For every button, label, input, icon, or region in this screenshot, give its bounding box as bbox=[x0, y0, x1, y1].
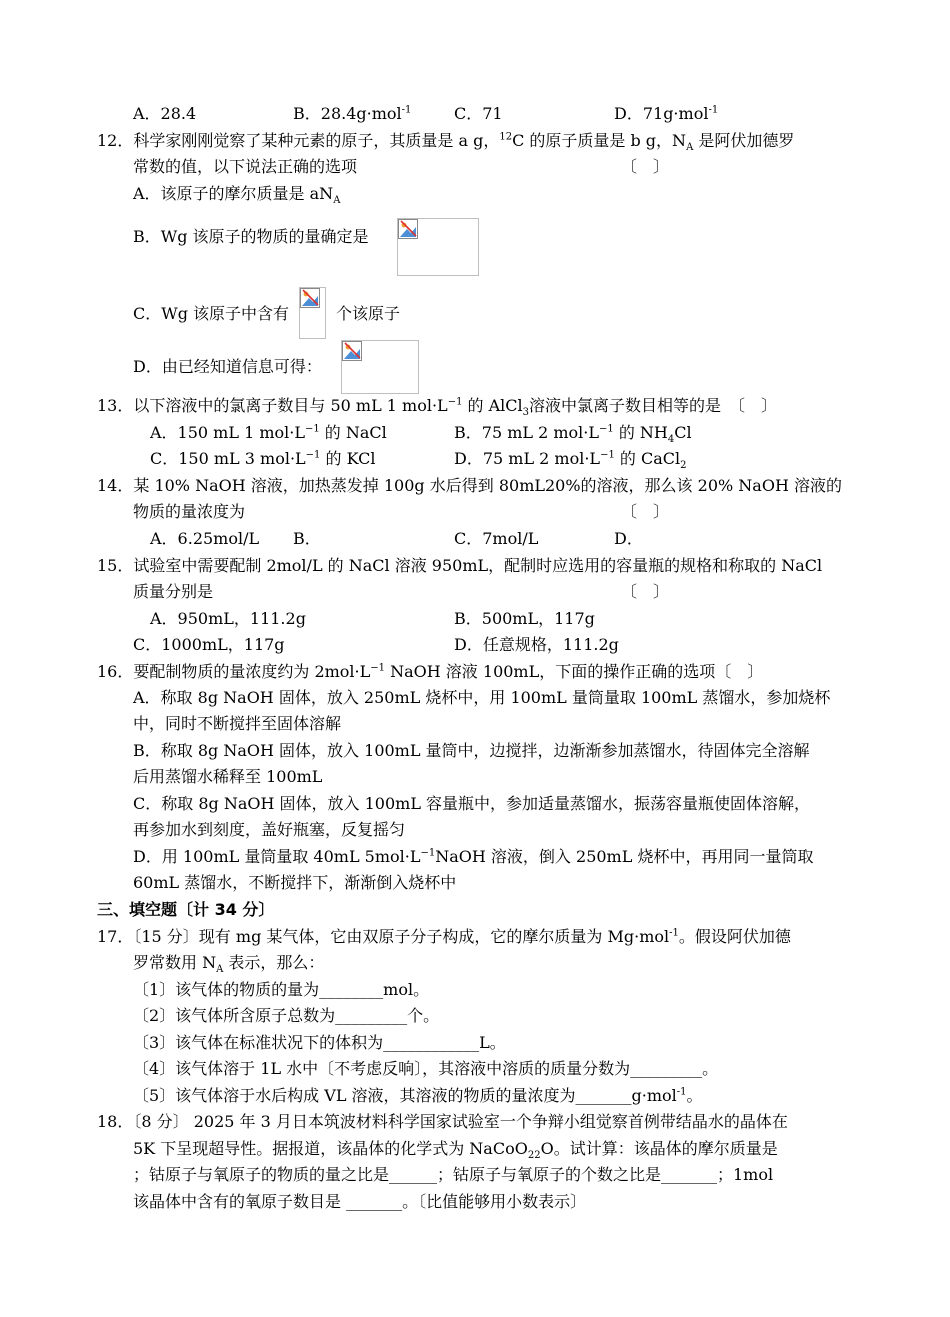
q12-answer-paren: 〔 〕 bbox=[621, 157, 670, 176]
q14-option-d: D． bbox=[614, 529, 643, 548]
q17-sub-4: 〔4〕该气体溶于 1L 水中〔不考虑反响〕，其溶液中溶质的质量分数为_________。 bbox=[133, 1059, 719, 1078]
q17-sub-3: 〔3〕该气体在标准状况下的体积为____________L。 bbox=[133, 1033, 506, 1052]
q16-option-b-line1: B．称取 8g NaOH 固体，放入 100mL 量筒中，边搅拌，边渐渐参加蒸馏水，待固体完全溶解 bbox=[133, 741, 810, 760]
q15-stem-line1: 15．试验室中需要配制 2mol/L 的 NaCl 溶液 950mL，配制时应选用的容量瓶的规格和称取的 NaCl bbox=[97, 556, 823, 575]
q16-stem: 16．要配制物质的量浓度约为 $2mol\cdot L^{-1}$ NaOH 溶液 100mL，下面的操作正确的选项〔 〕 bbox=[97, 662, 764, 681]
q12-stem-line1: 12．科学家刚刚觉察了某种元素的原子，其质量是 a g，$^{12}$C 的原子质量是 b g，$N_A$ 是阿伏加德罗 bbox=[97, 131, 795, 154]
q12-option-a: A．该原子的摩尔质量是 $aN_A$ bbox=[133, 184, 341, 207]
q18-stem-line3: ；钴原子与氧原子的物质的量之比是______；钴原子与氧原子的个数之比是_______；1mol bbox=[133, 1165, 774, 1184]
q17-sub-5: 〔5〕该气体溶于水后构成 VL 溶液，其溶液的物质的量浓度为_______g·mol$^{-1}$。 bbox=[133, 1086, 703, 1105]
q11-option-b: B．28.4g·mol$^{-1}$ bbox=[293, 104, 412, 123]
q16-option-d-line2: 60mL 蒸馏水，不断搅拌下，渐渐倒入烧杯中 bbox=[133, 873, 457, 892]
q12-option-b: B．Wg 该原子的物质的量确定是 bbox=[133, 227, 369, 246]
q16-option-d-line1: D．用 100mL 量筒量取 40mL $5mol\cdot L^{-1}NaOH$ 溶液，倒入 250mL 烧杯中，再用同一量筒取 bbox=[133, 847, 814, 866]
q16-option-b-line2: 后用蒸馏水稀释至 100mL bbox=[133, 767, 323, 786]
q12-option-c-tail: 个该原子 bbox=[336, 304, 401, 323]
broken-image-icon bbox=[397, 218, 479, 276]
q15-option-a: A．950mL，111.2g bbox=[150, 609, 306, 628]
q16-option-a-line1: A．称取 8g NaOH 固体，放入 250mL 烧杯中，用 100mL 量筒量取 100mL 蒸馏水，参加烧杯 bbox=[133, 688, 831, 707]
q15-stem-line2: 质量分别是 bbox=[133, 582, 214, 601]
q15-option-d: D．任意规格，111.2g bbox=[454, 635, 619, 654]
q14-option-b: B． bbox=[293, 529, 321, 548]
q14-option-c: C．7mol/L bbox=[454, 529, 539, 548]
q14-stem-line1: 14．某 10% NaOH 溶液，加热蒸发掉 100g 水后得到 80mL20%的溶液，那么该 20% NaOH 溶液的 bbox=[97, 476, 842, 495]
q14-answer-paren: 〔 〕 bbox=[621, 502, 670, 521]
q15-option-c: C．1000mL，117g bbox=[133, 635, 285, 654]
q16-option-c-line1: C．称取 8g NaOH 固体，放入 100mL 容量瓶中，参加适量蒸馏水，振荡容量瓶使固体溶解， bbox=[133, 794, 811, 813]
q16-option-c-line2: 再参加水到刻度，盖好瓶塞，反复摇匀 bbox=[133, 820, 406, 839]
q18-stem-line2: 5K 下呈现超导性。据报道，该晶体的化学式为 NaCoO$_{22}$O。试计算：该晶体的摩尔质量是 bbox=[133, 1139, 778, 1162]
q17-stem-line2: 罗常数用 $N_A$ 表示，那么： bbox=[133, 953, 325, 976]
q14-stem-line2: 物质的量浓度为 bbox=[133, 502, 246, 521]
q13-option-d: D．75 mL 2 $mol\cdot L^{-1}$ 的 CaCl$_2$ bbox=[454, 449, 687, 472]
q17-sub-1: 〔1〕该气体的物质的量为________mol。 bbox=[133, 980, 430, 999]
q12-option-d: D．由已经知道信息可得： bbox=[133, 357, 322, 376]
q17-stem-line1: 17．〔15 分〕现有 mg 某气体，它由双原子分子构成，它的摩尔质量为 Mg·mol$^{-1}$。假设阿伏加德 bbox=[97, 927, 791, 946]
q15-answer-paren: 〔 〕 bbox=[621, 582, 670, 601]
section-heading: 三、填空题〔计 34 分〕 bbox=[97, 900, 275, 919]
q13-option-a: A．150 mL 1 $mol\cdot L^{-1}$ 的 NaCl bbox=[150, 423, 387, 442]
q14-option-a: A．6.25mol/L bbox=[150, 529, 260, 548]
q18-stem-line4: 该晶体中含有的氧原子数目是 _______。〔比值能够用小数表示〕 bbox=[133, 1192, 587, 1211]
q18-stem-line1: 18．〔8 分〕 2025 年 3 月日本筑波材料科学国家试验室一个争辩小组觉察首例带结晶水的晶体在 bbox=[97, 1112, 788, 1131]
q13-option-c: C．150 mL 3 $mol\cdot L^{-1}$ 的 KCl bbox=[150, 449, 376, 468]
q15-option-b: B．500mL，117g bbox=[454, 609, 595, 628]
q13-stem: 13．以下溶液中的氯离子数目与 50 mL 1 $mol\cdot L^{-1}$ 的 AlCl$_3$溶液中氯离子数目相等的是 〔 〕 bbox=[97, 396, 778, 419]
q17-sub-2: 〔2〕该气体所含原子总数为_________个。 bbox=[133, 1006, 440, 1025]
q12-option-c: C．Wg 该原子中含有 bbox=[133, 304, 290, 323]
q11-option-c: C．71 bbox=[454, 104, 503, 123]
q11-option-d: D．71g·mol$^{-1}$ bbox=[614, 104, 719, 123]
broken-image-icon bbox=[299, 287, 326, 339]
q16-option-a-line2: 中，同时不断搅拌至固体溶解 bbox=[133, 714, 342, 733]
q12-stem-line2: 常数的值，以下说法正确的选项 bbox=[133, 157, 358, 176]
broken-image-icon bbox=[341, 340, 419, 394]
q13-option-b: B．75 mL 2 $mol\cdot L^{-1}$ 的 $NH_4Cl$ bbox=[454, 423, 692, 446]
q11-option-a: A．28.4 bbox=[133, 104, 197, 123]
